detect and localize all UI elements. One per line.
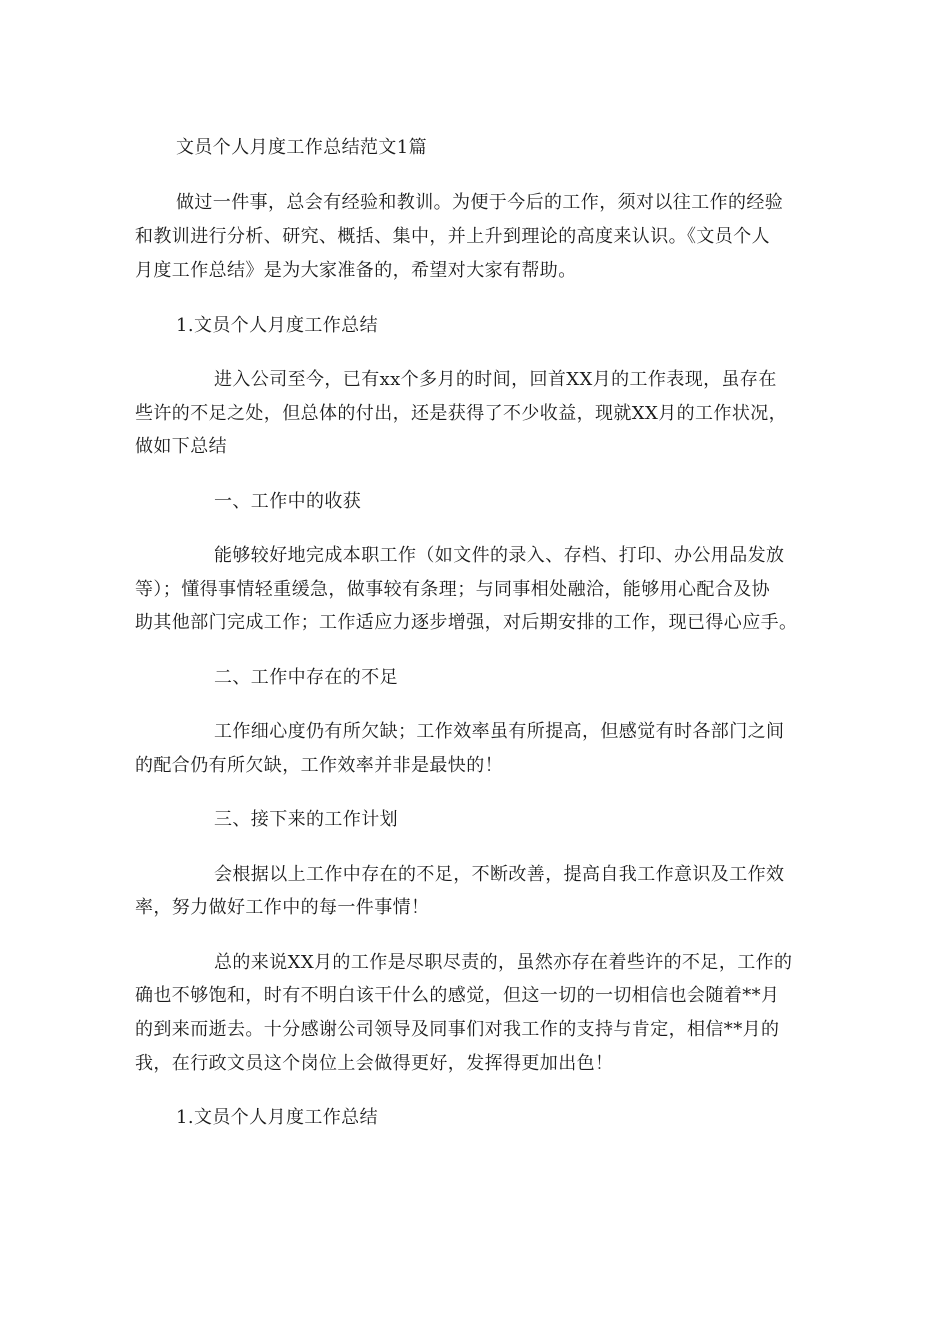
document-title: 文员个人月度工作总结范文1篇 <box>176 137 428 158</box>
part1-line: 等）；懂得事情轻重缓急，做事较有条理；与同事相处融洽，能够用心配合及协 <box>135 579 770 600</box>
part2-line: 的配合仍有所欠缺，工作效率并非是最快的！ <box>135 755 503 776</box>
part3-line: 率，努力做好工作中的每一件事情！ <box>135 897 430 918</box>
section-heading: 1.文员个人月度工作总结 <box>176 315 378 336</box>
part3-line: 会根据以上工作中存在的不足，不断改善，提高自我工作意识及工作效 <box>214 864 785 885</box>
opening-line: 些许的不足之处，但总体的付出，还是获得了不少收益，现就XX月的工作状况， <box>135 403 788 424</box>
section-heading: 1.文员个人月度工作总结 <box>176 1107 378 1128</box>
intro-line: 和教训进行分析、研究、概括、集中，并上升到理论的高度来认识。《文员个人 <box>135 226 770 247</box>
part-heading: 一、工作中的收获 <box>214 491 362 512</box>
opening-line: 进入公司至今，已有xx个多月的时间，回首XX月的工作表现，虽存在 <box>214 369 777 390</box>
part2-line: 工作细心度仍有所欠缺；工作效率虽有所提高，但感觉有时各部门之间 <box>214 721 785 742</box>
part-heading: 二、工作中存在的不足 <box>214 667 398 688</box>
part-heading: 三、接下来的工作计划 <box>214 809 398 830</box>
part1-line: 能够较好地完成本职工作（如文件的录入、存档、打印、办公用品发放 <box>214 545 785 566</box>
conclusion-line: 总的来说XX月的工作是尽职尽责的，虽然亦存在着些许的不足，工作的 <box>214 952 793 973</box>
opening-line: 做如下总结 <box>135 436 227 457</box>
conclusion-line: 我，在行政文员这个岗位上会做得更好，发挥得更加出色！ <box>135 1053 614 1074</box>
conclusion-line: 确也不够饱和，时有不明白该干什么的感觉，但这一切的一切相信也会随着**月 <box>135 985 780 1006</box>
intro-line: 月度工作总结》是为大家准备的，希望对大家有帮助。 <box>135 260 577 281</box>
intro-line: 做过一件事，总会有经验和教训。为便于今后的工作，须对以往工作的经验 <box>176 192 784 213</box>
part1-line: 助其他部门完成工作；工作适应力逐步增强，对后期安排的工作，现已得心应手。 <box>135 612 798 633</box>
conclusion-line: 的到来而逝去。十分感谢公司领导及同事们对我工作的支持与肯定，相信**月的 <box>135 1019 780 1040</box>
